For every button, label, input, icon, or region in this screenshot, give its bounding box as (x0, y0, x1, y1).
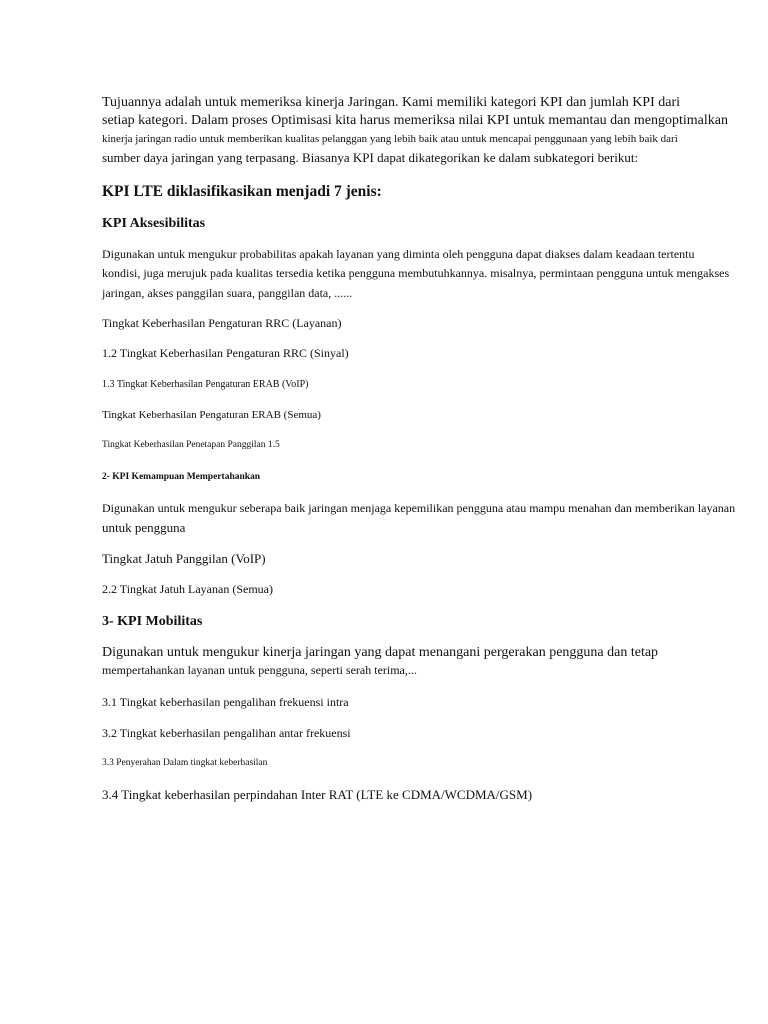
accessibility-heading: KPI Aksesibilitas (102, 216, 206, 231)
accessibility-item: Tingkat Keberhasilan Penetapan Panggilan 1.5 (102, 440, 280, 450)
main-heading: KPI LTE diklasifikasikan menjadi 7 jenis: (102, 183, 382, 200)
retainability-desc-1: Digunakan untuk mengukur seberapa baik jaringan menjaga kepemilikan pengguna atau mampu menahan dan memberikan layanan (102, 501, 736, 515)
accessibility-item: 1.2 Tingkat Keberhasilan Pengaturan RRC (Sinyal) (102, 346, 349, 360)
retainability-desc-2: untuk pengguna (102, 520, 186, 535)
accessibility-item: Tingkat Keberhasilan Pengaturan ERAB (Semua) (102, 409, 321, 421)
intro-line-3: kinerja jaringan radio untuk memberikan kualitas pelanggan yang lebih baik atau untuk mencapai penggunaan yang lebih baik dari (102, 133, 678, 145)
accessibility-item: Tingkat Keberhasilan Pengaturan RRC (Layanan) (102, 316, 342, 330)
intro-line-2: setiap kategori. Dalam proses Optimisasi kita harus memeriksa nilai KPI untuk memantau dan mengoptimalkan (102, 113, 728, 128)
retainability-heading: 2- KPI Kemampuan Mempertahankan (102, 472, 261, 482)
accessibility-desc-3: jaringan, akses panggilan suara, panggilan data, ...... (102, 286, 353, 300)
mobility-item: 3.4 Tingkat keberhasilan perpindahan Inter RAT (LTE ke CDMA/WCDMA/GSM) (102, 787, 533, 802)
accessibility-desc-2: kondisi, juga merujuk pada kualitas tersedia ketika pengguna membutuhkannya. misalnya, permintaan pengguna untuk mengakses (102, 266, 730, 280)
retainability-item: Tingkat Jatuh Panggilan (VoIP) (102, 551, 266, 566)
retainability-item: 2.2 Tingkat Jatuh Layanan (Semua) (102, 582, 273, 596)
mobility-desc-1: Digunakan untuk mengukur kinerja jaringan yang dapat menangani pergerakan pengguna dan tetap (102, 645, 659, 660)
intro-line-1: Tujuannya adalah untuk memeriksa kinerja Jaringan. Kami memiliki kategori KPI dan jumlah KPI dari (102, 95, 681, 110)
intro-line-4: sumber daya jaringan yang terpasang. Biasanya KPI dapat dikategorikan ke dalam subkategori berikut: (102, 150, 639, 165)
mobility-item: 3.3 Penyerahan Dalam tingkat keberhasilan (102, 758, 268, 768)
accessibility-desc-1: Digunakan untuk mengukur probabilitas apakah layanan yang diminta oleh pengguna dapat diakses dalam keadaan tertentu (102, 247, 695, 261)
mobility-desc-2: mempertahankan layanan untuk pengguna, seperti serah terima,... (102, 663, 417, 677)
mobility-item: 3.2 Tingkat keberhasilan pengalihan antar frekuensi (102, 726, 351, 740)
mobility-item: 3.1 Tingkat keberhasilan pengalihan frekuensi intra (102, 695, 349, 709)
accessibility-item: 1.3 Tingkat Keberhasilan Pengaturan ERAB (VoIP) (102, 379, 309, 390)
mobility-heading: 3- KPI Mobilitas (102, 614, 203, 629)
